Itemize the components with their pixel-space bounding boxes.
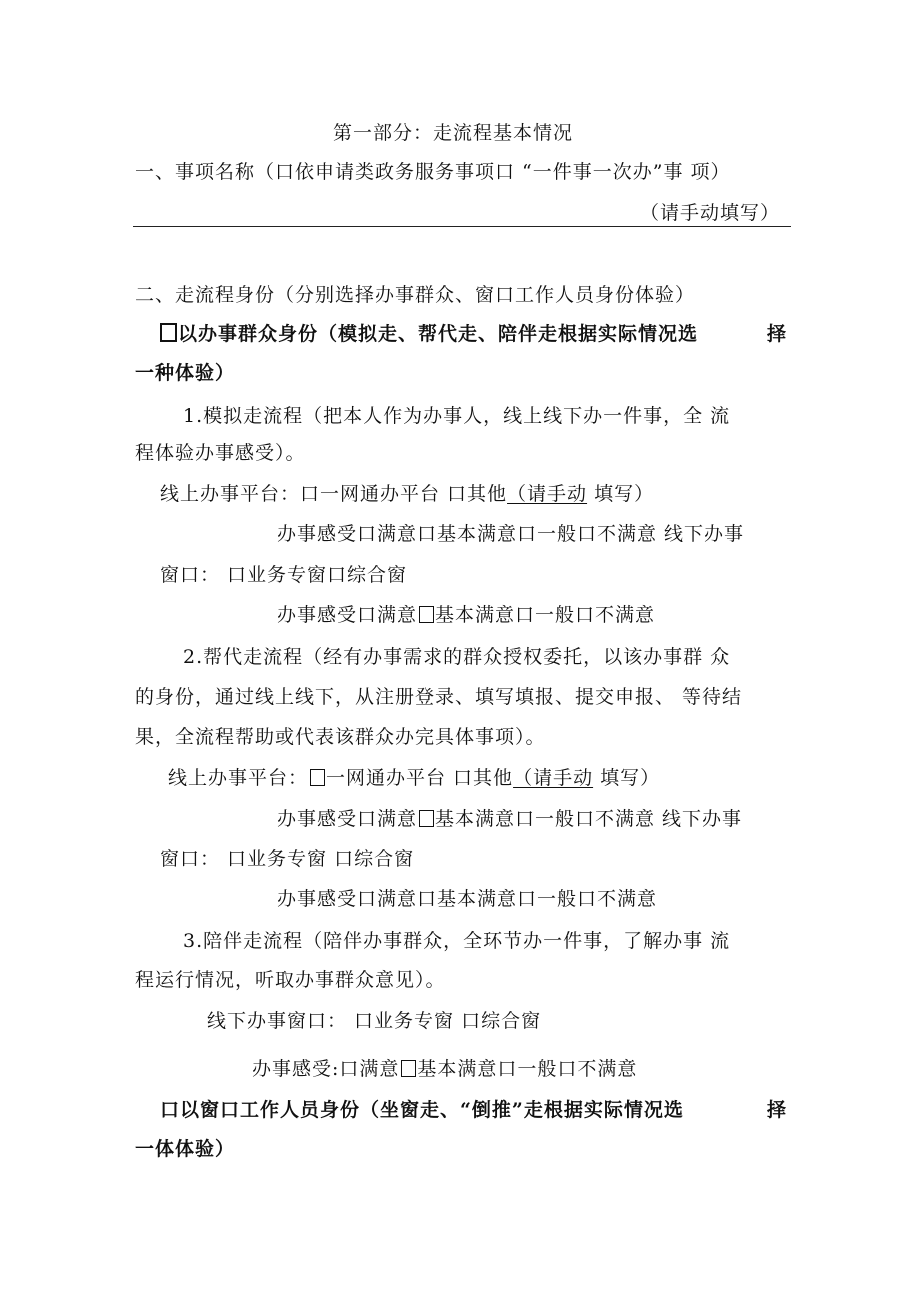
s2-online-fill: （请手动 — [513, 767, 594, 789]
window-staff-heading-tail: 择 — [767, 1099, 788, 1121]
s1-online-tail: 填写） — [587, 483, 655, 505]
s2-feel1-b: 基本满意口一般口不满意 线下办事 — [435, 808, 743, 830]
s3-window: 线下办事窗口： 口业务专窗 口综合窗 — [207, 1010, 542, 1032]
s2-online-platform — [168, 766, 660, 790]
masses-heading-tail: 择 — [767, 323, 788, 345]
s1-feel-offline-b: 基本满意口一般口不满意 — [435, 604, 656, 626]
s1-line1: 1.模拟走流程（把本人作为办事人，线上线下办一件事，全 流 — [183, 405, 731, 427]
masses-checkbox[interactable] — [160, 323, 177, 342]
item-name-line: 一、事项名称（口依申请类政务服务事项口 “一件事一次办”事 项） — [135, 161, 731, 183]
window-staff-heading-line2: 一体体验） — [135, 1138, 236, 1160]
s2-online-b: 一网通办平台 口其他 — [326, 767, 514, 789]
s2-online-tail: 填写） — [593, 767, 661, 789]
s2-line1: 2.帮代走流程（经有办事需求的群众授权委托，以该办事群 众 — [183, 646, 731, 668]
identity-heading: 二、走流程身份（分别选择办事群众、窗口工作人员身份体验） — [135, 284, 696, 306]
s2-one-network-checkbox[interactable] — [310, 769, 325, 786]
s1-window: 窗口： 口业务专窗口综合窗 — [160, 564, 408, 586]
s3-line2: 程运行情况，听取办事群众意见）。 — [135, 969, 446, 991]
s2-line2: 的身份，通过线上线下，从注册登录、填写填报、提交申报、 等待结 — [135, 686, 743, 708]
s3-basic-satisfied-checkbox[interactable] — [401, 1060, 416, 1077]
s1-basic-satisfied-checkbox[interactable] — [419, 606, 434, 623]
window-staff-heading: 口以窗口工作人员身份（坐窗走、“倒推”走根据实际情况选 — [160, 1099, 684, 1121]
s1-feel-online: 办事感受口满意口基本满意口一般口不满意 线下办事 — [277, 523, 745, 545]
s2-feel1-a: 办事感受口满意 — [277, 808, 418, 830]
s2-window: 窗口： 口业务专窗 口综合窗 — [160, 848, 415, 870]
s1-line2: 程体验办事感受）。 — [135, 442, 306, 464]
s2-feel-online — [277, 807, 742, 831]
s2-feel-offline: 办事感受口满意口基本满意口一般口不满意 — [277, 888, 658, 910]
fill-note: （请手动填写） — [640, 202, 781, 224]
s2-basic-satisfied-checkbox[interactable] — [419, 810, 434, 827]
divider-line — [133, 226, 791, 227]
masses-heading-text: 以办事群众身份（模拟走、帮代走、陪伴走根据实际情况选 — [178, 323, 699, 345]
s3-line1: 3.陪伴走流程（陪伴办事群众，全环节办一件事，了解办事 流 — [183, 930, 731, 952]
s1-online-fill: （请手动 — [507, 483, 588, 505]
s3-feel-b: 基本满意口一般口不满意 — [417, 1058, 638, 1080]
s2-online-a: 线上办事平台： — [168, 767, 309, 789]
part-title: 第一部分：走流程基本情况 — [333, 122, 574, 144]
masses-heading — [158, 322, 698, 346]
s1-online-platform — [160, 482, 654, 506]
s2-line3: 果，全流程帮助或代表该群众办完具体事项）。 — [135, 726, 546, 748]
s1-feel-offline — [277, 603, 655, 627]
s1-online-label: 线上办事平台：口一网通办平台 口其他 — [160, 483, 508, 505]
s3-feel-a: 办事感受:口满意 — [252, 1058, 400, 1080]
s3-feel — [252, 1057, 637, 1081]
masses-heading-line2: 一种体验） — [135, 362, 236, 384]
s1-feel-offline-a: 办事感受口满意 — [277, 604, 418, 626]
